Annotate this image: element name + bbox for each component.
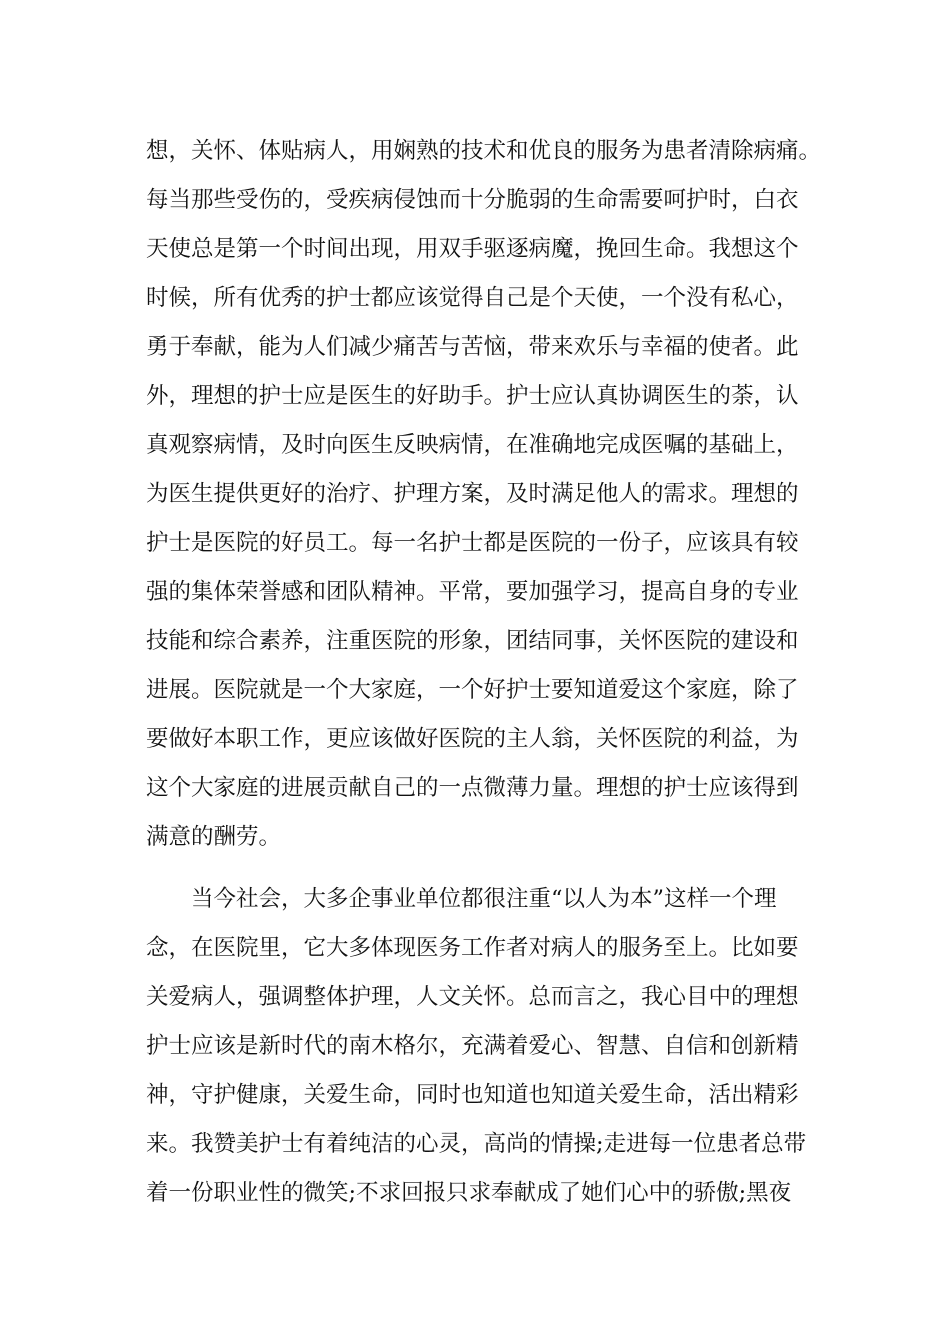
text-line: 想，关怀、体贴病人，用娴熟的技术和优良的服务为患者清除病痛。	[146, 138, 822, 164]
text-line: 外，理想的护士应是医生的好助手。护士应认真协调医生的荼，认	[146, 383, 799, 409]
text-line: 技能和综合素养，注重医院的形象，团结同事，关怀医院的建设和	[146, 628, 799, 654]
text-line: 关爱病人，强调整体护理，人文关怀。总而言之，我心目中的理想	[146, 984, 799, 1010]
text-line: 每当那些受伤的，受疾病侵蚀而十分脆弱的生命需要呵护时，白衣	[146, 187, 799, 213]
text-line: 时候，所有优秀的护士都应该觉得自己是个天使，一个没有私心，	[146, 285, 799, 311]
text-line: 神，守护健康，关爱生命，同时也知道也知道关爱生命，活出精彩	[146, 1082, 799, 1108]
text-line: 勇于奉献，能为人们减少痛苦与苦恼，带来欢乐与幸福的使者。此	[146, 334, 799, 360]
text-line: 护士应该是新时代的南木格尔，充满着爱心、智慧、自信和创新精	[146, 1033, 799, 1059]
text-line: 要做好本职工作，更应该做好医院的主人翁，关怀医院的利益，为	[146, 726, 799, 752]
text-line: 天使总是第一个时间出现，用双手驱逐病魔，挽回生命。我想这个	[146, 236, 799, 262]
text-line: 念，在医院里，它大多体现医务工作者对病人的服务至上。比如要	[146, 935, 799, 961]
text-line: 着一份职业性的微笑;不求回报只求奉献成了她们心中的骄傲;黑夜	[146, 1180, 792, 1206]
text-line: 满意的酬劳。	[146, 824, 282, 850]
text-line: 为医生提供更好的治疗、护理方案，及时满足他人的需求。理想的	[146, 481, 799, 507]
text-line: 进展。医院就是一个大家庭，一个好护士要知道爱这个家庭，除了	[146, 677, 799, 703]
text-line: 来。我赞美护士有着纯洁的心灵，高尚的情操;走进每一位患者总带	[146, 1131, 807, 1157]
text-line: 强的集体荣誉感和团队精神。平常，要加强学习，提高自身的专业	[146, 579, 799, 605]
text-line: 护士是医院的好员工。每一名护士都是医院的一份子，应该具有较	[146, 530, 799, 556]
text-line: 当今社会，大多企事业单位都很注重“以人为本”这样一个理	[191, 886, 777, 912]
text-line: 真观察病情，及时向医生反映病情，在准确地完成医嘱的基础上，	[146, 432, 799, 458]
text-line: 这个大家庭的进展贡献自己的一点微薄力量。理想的护士应该得到	[146, 775, 799, 801]
